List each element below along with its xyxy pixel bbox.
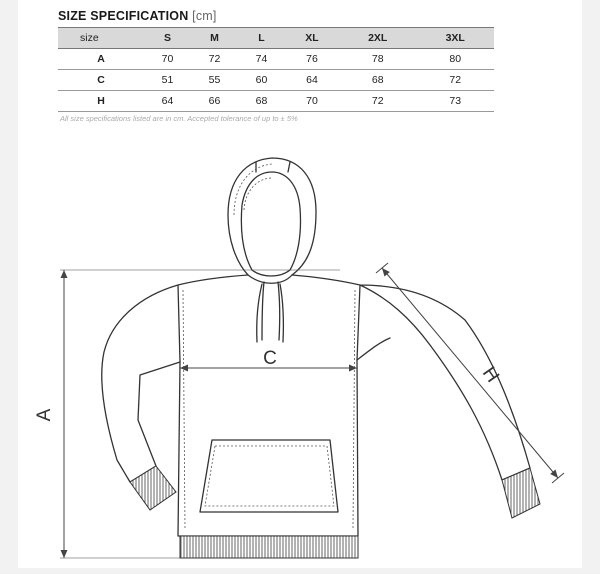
arrow-a-bottom <box>61 550 68 558</box>
table-cell: 60 <box>238 70 285 91</box>
hood-opening <box>241 172 300 276</box>
left-cuff <box>130 466 176 510</box>
right-underarm <box>357 338 390 360</box>
drawstring-left <box>257 282 264 342</box>
label-c: C <box>263 348 277 369</box>
table-cell: 74 <box>238 49 285 70</box>
hood-seam <box>256 162 290 172</box>
column-header: 3XL <box>416 28 494 49</box>
table-cell: 64 <box>285 70 339 91</box>
table-cell: 78 <box>339 49 416 70</box>
measurement-lines <box>60 263 564 558</box>
dimension-h-line <box>382 268 558 478</box>
arrow-a-top <box>61 270 68 278</box>
column-header: 2XL <box>339 28 416 49</box>
waistband <box>180 536 358 558</box>
table-cell: 72 <box>416 70 494 91</box>
table-cell: 68 <box>339 70 416 91</box>
table-cell: 70 <box>144 49 191 70</box>
hoodie-body <box>178 275 360 536</box>
drawstring-right <box>278 282 283 342</box>
title-unit: [cm] <box>192 9 217 23</box>
tolerance-note: All size specifications listed are in cm. Accepted tolerance of up to ± 5% <box>60 114 298 123</box>
table-cell: 68 <box>238 91 285 112</box>
kangaroo-pocket <box>200 440 338 512</box>
table-cell: 80 <box>416 49 494 70</box>
label-a: A <box>34 408 55 422</box>
label-h: H <box>477 363 504 387</box>
table-cell: 66 <box>191 91 238 112</box>
column-header: XL <box>285 28 339 49</box>
table-cell: 70 <box>285 91 339 112</box>
row-label: H <box>58 91 144 112</box>
table-cell: 55 <box>191 70 238 91</box>
table-cell: 72 <box>339 91 416 112</box>
table-cell: 73 <box>416 91 494 112</box>
table-cell: 51 <box>144 70 191 91</box>
column-header: L <box>238 28 285 49</box>
row-label: A <box>58 49 144 70</box>
stitching <box>183 164 355 528</box>
right-sleeve <box>360 285 530 480</box>
row-label: C <box>58 70 144 91</box>
right-cuff <box>502 468 540 518</box>
measurement-arrows <box>61 268 559 558</box>
left-sleeve <box>102 285 180 482</box>
arrow-c-right <box>349 365 357 372</box>
size-column-header: size <box>58 28 144 49</box>
column-header: S <box>144 28 191 49</box>
title-text: SIZE SPECIFICATION <box>58 9 189 23</box>
table-cell: 72 <box>191 49 238 70</box>
table-cell: 76 <box>285 49 339 70</box>
column-header: M <box>191 28 238 49</box>
table-cell: 64 <box>144 91 191 112</box>
